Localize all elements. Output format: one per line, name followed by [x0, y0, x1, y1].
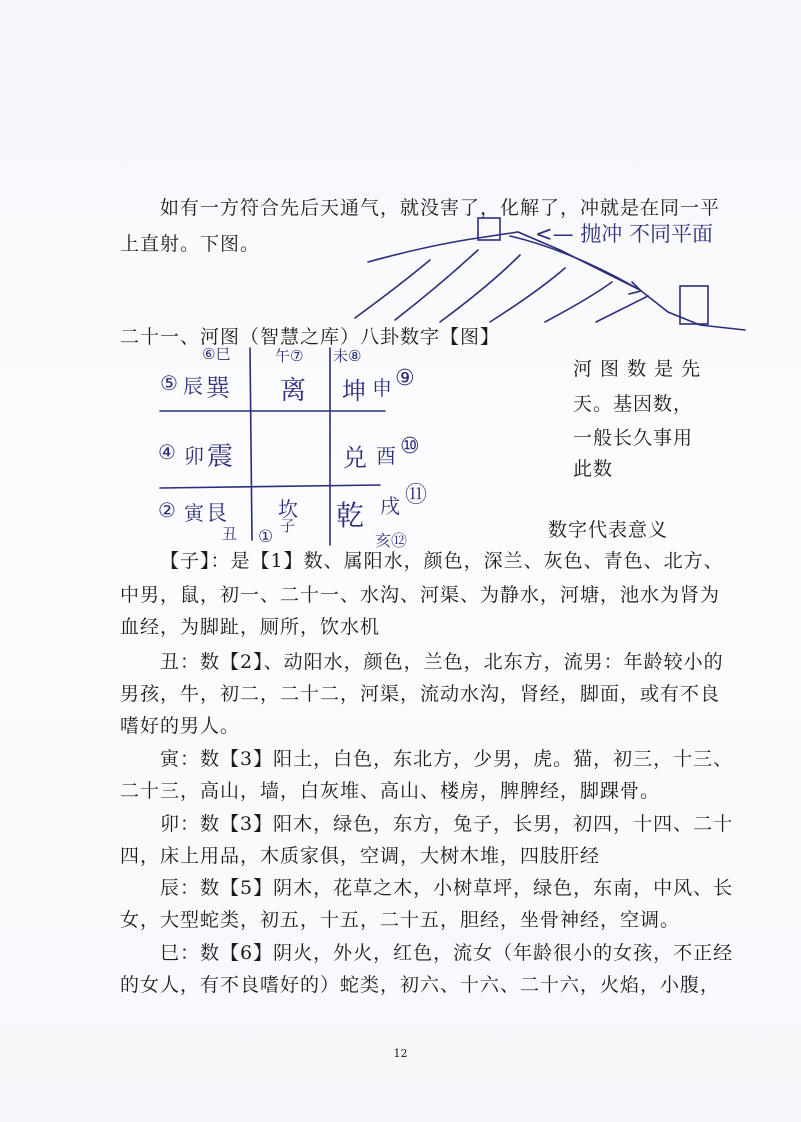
grid-cell-trigram-3: 震: [207, 442, 234, 472]
para-line: 四，床上用品，木质家俱，空调，大树木堆，四肢肝经: [120, 845, 601, 867]
para-line: 辰：数【5】阴木，花草之木，小树草坪，绿色，东南，中风、长: [160, 877, 734, 899]
grid-cell-top-2: 未⑧: [333, 347, 362, 365]
grid-cell-branch-2: 申: [372, 376, 392, 400]
grid-cell-top-6: 丑: [222, 525, 238, 543]
grid-cell-num-2: ⑨: [395, 366, 415, 391]
sidenote-line-2: 天。基因数，: [573, 393, 694, 415]
para-line: 寅：数【3】阳土，白色，东北方，少男，虎。猫，初三，十三、: [160, 748, 734, 770]
grid-cell-branch-7: 戌: [380, 494, 400, 518]
grid-cell-branch-0: 辰: [183, 374, 203, 398]
page-number: 12: [393, 1047, 408, 1060]
grid-cell-trigram-1: 离: [280, 376, 307, 406]
grid-cell-trigram-7: 乾: [336, 499, 365, 532]
para-line: 中男，鼠，初一、二十一、水沟、河渠、为静水，河塘，池水为肾为: [120, 584, 721, 606]
intro-line-1: 如有一方符合先后天通气，就没害了，化解了，冲就是在同一平: [160, 197, 721, 219]
para-line: 二十三，高山，墙，白灰堆、高山、楼房，脾脾经，脚踝骨。: [120, 780, 661, 802]
meaning-title: 数字代表意义: [548, 519, 669, 541]
sidenote-line-4: 此数: [573, 458, 614, 480]
grid-cell-num-6: ①: [258, 527, 274, 547]
para-line: 丑：数【2】、动阳水，颜色，兰色，北东方，流男：年龄较小的: [160, 651, 724, 673]
grid-cell-num-5: ②: [158, 498, 176, 522]
para-line: 男孩，牛，初二，二十二，河渠，流动水沟，肾经，脚面，或有不良: [120, 683, 721, 705]
para-line: 女，大型蛇类，初五，十五，二十五，胆经，坐骨神经，空调。: [120, 909, 681, 931]
para-line: 【子】：是【1】数、属阳水，颜色，深兰、灰色、青色、北方、: [160, 550, 724, 572]
grid-cell-branch-3: 卯: [184, 444, 204, 468]
grid-cell-branch-5: 寅: [184, 501, 204, 525]
para-line: 卯：数【3】阳木，绿色，东方，兔子，长男，初四，十四、二十: [160, 813, 734, 835]
grid-cell-num-0: ⑤: [160, 371, 178, 395]
para-line: 的女人，有不良嗜好的）蛇类，初六、十六、二十六，火焰，小腹，: [120, 974, 721, 996]
intro-line-2: 上直射。下图。: [120, 233, 261, 255]
grid-cell-trigram-4: 兑: [343, 444, 367, 472]
grid-cell-trigram-6: 坎: [278, 497, 298, 521]
grid-cell-trigram-5: 艮: [206, 501, 227, 525]
para-line: 血经，为脚趾，厕所，饮水机: [120, 616, 381, 638]
grid-cell-num-7: ⑪: [405, 483, 428, 508]
para-line: 巳：数【6】阴火，外火，红色，流女（年龄很小的女孩，不正经: [160, 942, 734, 964]
grid-cell-branch-4: 酉: [376, 444, 396, 468]
grid-cell-top-1: 午⑦: [275, 347, 304, 365]
grid-cell-trigram-2: 坤: [342, 377, 366, 405]
section-heading: 二十一、河图（智慧之库）八卦数字【图】: [120, 326, 501, 348]
sketch-note: <— 抛冲 不同平面: [535, 222, 713, 246]
sidenote-line-3: 一般长久事用: [573, 427, 694, 449]
para-line: 嗜好的男人。: [120, 715, 241, 737]
grid-cell-num-4: ⑩: [400, 434, 420, 459]
grid-cell-trigram-0: 巽: [206, 374, 230, 402]
sidenote-line-1: 河 图 数 是 先: [573, 358, 702, 380]
grid-cell-top-0: ⑥巳: [202, 345, 231, 363]
grid-cell-branch-6: 子: [280, 517, 296, 535]
grid-cell-top-7: 亥⑫: [375, 531, 408, 550]
grid-cell-num-3: ④: [158, 440, 176, 464]
